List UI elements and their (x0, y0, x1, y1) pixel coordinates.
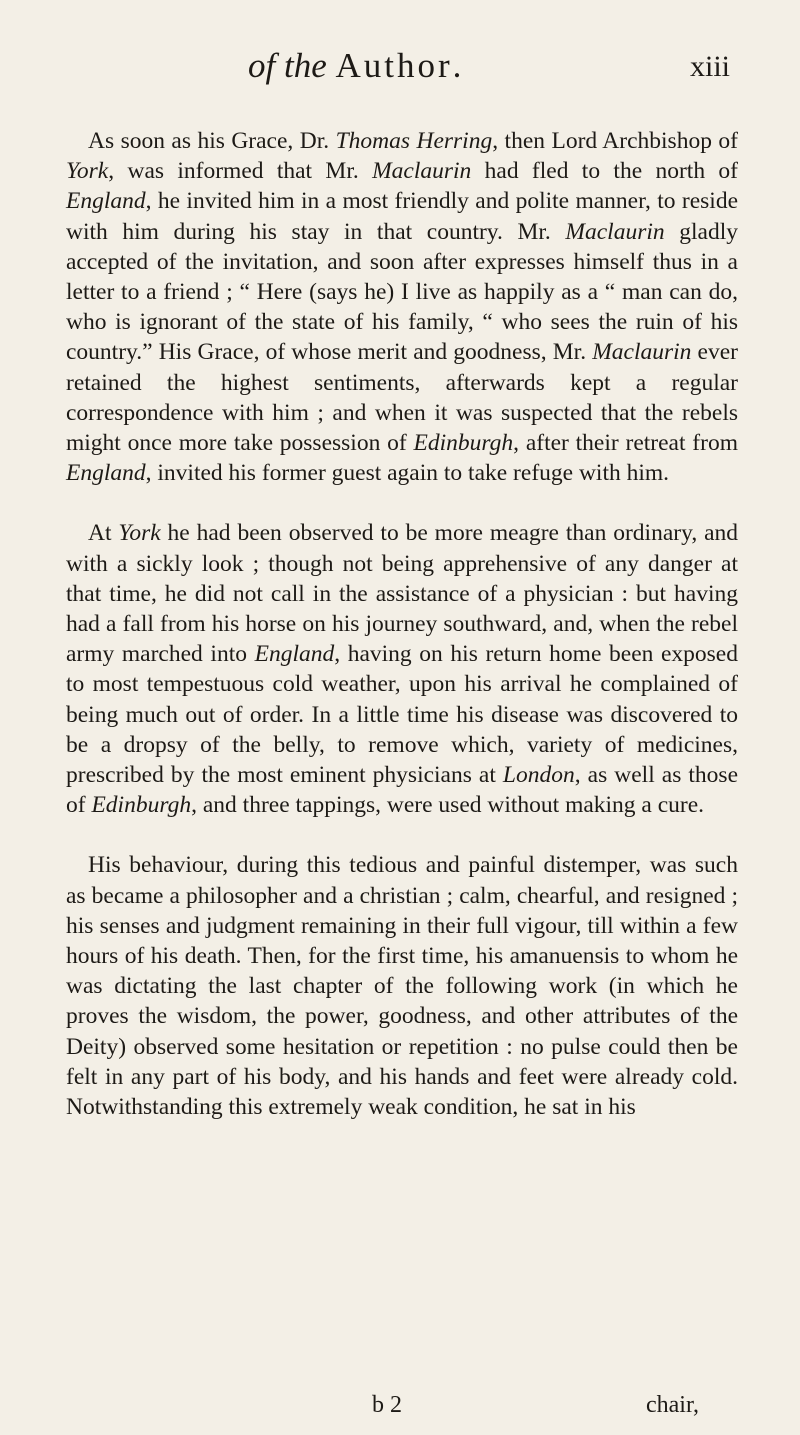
italic-text: York (118, 520, 161, 547)
italic-text: England (66, 460, 146, 487)
text-run: , after their retreat from (513, 430, 738, 457)
italic-text: England (66, 188, 146, 215)
paragraph-2 (66, 518, 738, 820)
paragraph-3 (66, 850, 738, 1122)
running-head-author: Author (335, 46, 453, 85)
body-text (66, 126, 738, 1152)
page-number: xiii (690, 50, 731, 83)
paragraph-1 (66, 126, 738, 488)
running-head-mark: . (452, 46, 462, 85)
text-run: had fled to the north of (471, 158, 738, 185)
italic-text: Maclaurin (372, 158, 472, 185)
text-run: ever retained the highest sentiments, afterwards kept a regular correspondence with him ; and when it was suspected that the rebels might once more take possession of (66, 339, 738, 457)
text-run: , as well as those of (66, 762, 738, 819)
italic-text: Maclaurin (565, 218, 665, 245)
italic-text: Edinburgh (91, 792, 192, 819)
text-run: , and three tappings, were used without making a cure. (191, 792, 705, 819)
text-run: , then Lord Archbishop of (492, 128, 738, 154)
italic-text: London (502, 762, 575, 789)
page-footer (0, 1392, 800, 1428)
italic-text: Edinburgh (413, 430, 514, 457)
signature-mark: b 2 (372, 1392, 402, 1418)
running-head-of-the: of the (248, 46, 327, 85)
text-run: As soon as his Grace, Dr. (88, 128, 336, 154)
catchword: chair, (646, 1392, 700, 1418)
text-run: , invited his former guest again to take refuge with him. (145, 460, 670, 487)
text-run: he had been observed to be more meagre than ordinary, and with a sickly look ; though not being apprehensive of any danger at that time, he did not call in the assistance of a physician : but having had a fall from his horse on his journey southward, and, when the rebel army marched into (66, 520, 739, 668)
text-run: , he invited him in a most friendly and polite manner, to reside with him during his stay in that country. Mr. (66, 188, 738, 245)
text-run: , having on his return home been exposed to most tempestuous cold weather, upon his arrival he complained of being much out of order. In a little time his disease was discovered to be a dropsy of the belly, to remove which, variety of medicines, prescribed by the most eminent physicians at (66, 641, 738, 789)
italic-text: England (254, 641, 335, 668)
running-head-title (248, 46, 461, 86)
text-run: , was informed that Mr. (108, 158, 373, 185)
italic-text: York (66, 158, 109, 185)
text-run: gladly accepted of the invitation, and soon after expresses himself thus in a letter to a friend ; “ Here (says he) I live as happily as a “ man can do, who is ignorant of the state of his family, “ who sees the ruin of his country.” His Grace, of whose merit and goodness, Mr. (66, 218, 738, 366)
text-run: At (88, 520, 119, 547)
running-header (0, 38, 800, 98)
text-run: His behaviour, during this tedious and painful distemper, was such as became a philosopher and a christian ; calm, chearful, and resigned ; his senses and judgment remaining in their full vigour, till within a few hours of his death. Then, for the first time, his amanuensis to whom he was dictating the last chapter of the following work (in which he proves the wisdom, the power, goodness, and other attributes of the Deity) observed some hesitation or repetition : no pulse could then be felt in any part of his body, and his hands and feet were already cold. Notwithstanding this extremely weak condition, he sat in his (66, 852, 738, 1121)
italic-text: Thomas Herring (335, 128, 493, 154)
italic-text: Maclaurin (592, 339, 692, 366)
